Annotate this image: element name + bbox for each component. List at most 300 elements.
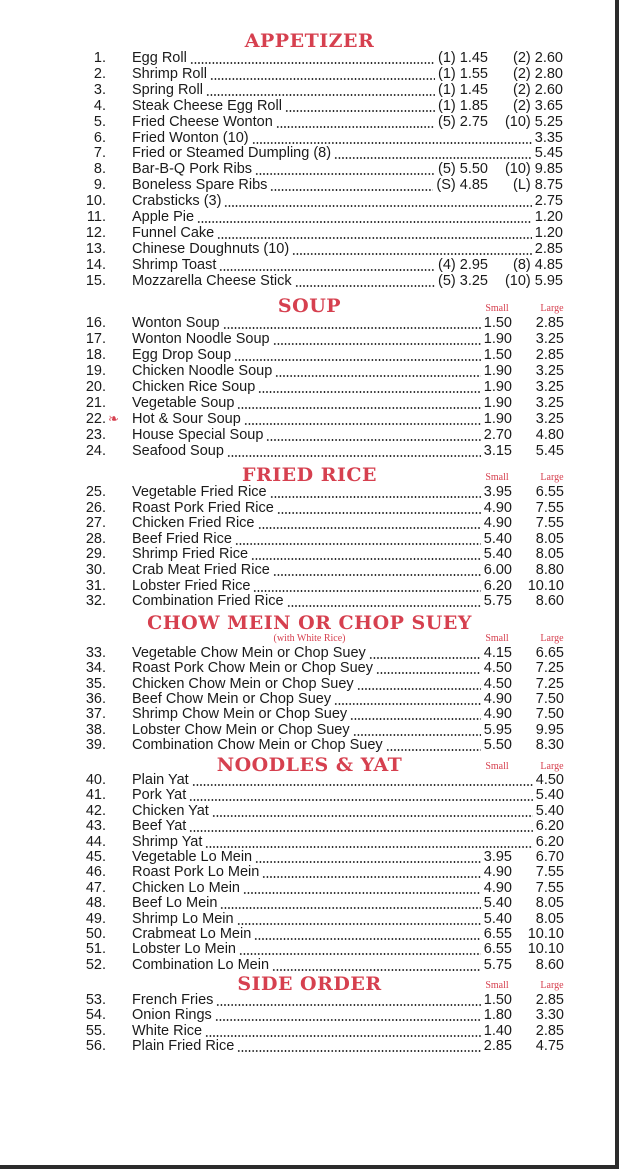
- small-price: 4.90: [483, 515, 512, 532]
- item-name: Shrimp Toast: [132, 256, 217, 273]
- small-price: 1.90: [483, 363, 512, 379]
- large-price: 6.70: [535, 849, 564, 865]
- dot-leader: [270, 189, 433, 191]
- menu-item: [0, 411, 619, 427]
- item-number: 8.: [93, 161, 106, 178]
- item-number: 30.: [85, 562, 106, 578]
- dot-leader: [255, 861, 481, 863]
- item-number: 44.: [85, 833, 106, 850]
- item-name: Chicken Yat: [132, 802, 209, 819]
- item-name: Chicken Noodle Soup: [132, 363, 273, 379]
- item-name: Shrimp Lo Mein: [132, 910, 234, 927]
- large-price: 3.25: [535, 395, 564, 411]
- item-number: 32.: [85, 593, 106, 610]
- item-name: Vegetable Chow Mein or Chop Suey: [132, 645, 366, 661]
- large-price: 10.10: [527, 941, 564, 958]
- large-price: 8.60: [535, 593, 564, 610]
- item-name: Shrimp Fried Rice: [132, 546, 249, 563]
- item-name: Chicken Rice Soup: [132, 379, 256, 395]
- item-name: Crabmeat Lo Mein: [132, 926, 252, 942]
- small-price: 3.95: [483, 484, 512, 500]
- large-price: 4.50: [535, 772, 564, 788]
- item-number: 21.: [85, 395, 106, 411]
- large-price: 7.55: [535, 499, 564, 516]
- item-name: Pork Yat: [132, 787, 187, 804]
- menu-item: [0, 911, 619, 927]
- dot-leader: [210, 78, 435, 80]
- section-title: APPETIZER: [244, 30, 375, 52]
- large-price: 6.20: [535, 833, 564, 850]
- item-name: Wonton Noodle Soup: [132, 331, 270, 347]
- dot-leader: [234, 359, 481, 361]
- menu-item: [0, 98, 619, 114]
- large-price: 7.55: [535, 864, 564, 881]
- small-price: (5) 2.75: [438, 113, 488, 130]
- menu-item: [0, 225, 619, 241]
- menu-item: [0, 257, 619, 273]
- item-number: 52.: [85, 956, 106, 973]
- large-price: 9.95: [535, 721, 564, 738]
- menu-item: [0, 193, 619, 209]
- menu-item: [0, 1038, 619, 1054]
- dot-leader: [215, 1019, 481, 1021]
- menu-item: [0, 145, 619, 161]
- menu-item: [0, 1007, 619, 1023]
- item-number: 37.: [85, 706, 106, 723]
- menu-item: [0, 66, 619, 82]
- menu-item: [0, 676, 619, 692]
- dot-leader: [205, 846, 532, 848]
- menu-item: [0, 50, 619, 66]
- large-price: 3.25: [535, 331, 564, 347]
- item-name: Egg Drop Soup: [132, 347, 232, 363]
- item-number: 49.: [85, 910, 106, 927]
- dot-leader: [287, 605, 481, 607]
- pepper-icon: ❧: [108, 411, 119, 426]
- item-name: Plain Yat: [132, 772, 189, 788]
- small-price: 5.50: [483, 736, 512, 753]
- dot-leader: [190, 62, 435, 64]
- dot-leader: [295, 285, 435, 287]
- item-number: 56.: [85, 1037, 106, 1054]
- item-number: 17.: [85, 331, 106, 347]
- large-price: (10) 5.95: [504, 272, 563, 289]
- small-price: (4) 2.95: [438, 256, 488, 273]
- item-number: 13.: [85, 240, 106, 257]
- dot-leader: [270, 496, 481, 498]
- item-number: 25.: [85, 484, 106, 500]
- item-name: French Fries: [132, 992, 214, 1008]
- item-number: 26.: [85, 499, 106, 516]
- item-name: Plain Fried Rice: [132, 1037, 235, 1054]
- small-price: (5) 3.25: [438, 272, 488, 289]
- menu-item: [0, 114, 619, 130]
- item-name: Crabsticks (3): [132, 193, 222, 210]
- item-name: Beef Chow Mein or Chop Suey: [132, 690, 332, 707]
- dot-leader: [369, 657, 481, 659]
- dot-leader: [258, 391, 480, 393]
- small-price: 5.75: [483, 956, 512, 973]
- small-price: 1.80: [483, 1007, 512, 1024]
- item-name: Combination Chow Mein or Chop Suey: [132, 736, 383, 753]
- dot-leader: [237, 407, 480, 409]
- page-edge-bottom: [0, 1165, 619, 1169]
- small-column-label: Small: [485, 633, 509, 644]
- small-price: 4.50: [483, 675, 512, 692]
- dot-leader: [205, 1035, 481, 1037]
- item-number: 15.: [85, 272, 106, 289]
- item-name: Beef Yat: [132, 818, 187, 835]
- large-price: (2) 2.60: [513, 50, 563, 66]
- large-price: 7.55: [535, 515, 564, 532]
- dot-leader: [350, 718, 481, 720]
- item-name: Lobster Fried Rice: [132, 577, 251, 594]
- dot-leader: [357, 688, 481, 690]
- large-price: 8.60: [535, 956, 564, 973]
- item-name: Fried Cheese Wonton: [132, 113, 273, 130]
- size-column-headers: [0, 302, 619, 316]
- menu-item: [0, 578, 619, 594]
- item-number: 9.: [93, 177, 106, 194]
- large-column-label: Large: [540, 761, 564, 772]
- menu-item: [0, 787, 619, 803]
- item-number: 53.: [85, 992, 106, 1008]
- dot-leader: [353, 734, 481, 736]
- menu-item: [0, 379, 619, 395]
- dot-leader: [254, 938, 480, 940]
- small-price: (S) 4.85: [436, 177, 488, 194]
- item-name: Funnel Cake: [132, 224, 215, 241]
- item-number: 35.: [85, 675, 106, 692]
- dot-leader: [244, 423, 481, 425]
- item-number: 18.: [85, 347, 106, 363]
- menu-item: [0, 443, 619, 459]
- item-number: 7.: [93, 145, 106, 162]
- large-price: 3.25: [535, 411, 564, 427]
- large-price: (2) 2.60: [513, 81, 563, 98]
- item-name: White Rice: [132, 1022, 203, 1039]
- item-name: Fried Wonton (10): [132, 129, 249, 146]
- menu-item: [0, 941, 619, 957]
- dot-leader: [252, 142, 532, 144]
- item-number: 27.: [85, 515, 106, 532]
- item-number: 23.: [85, 427, 106, 443]
- small-price: 3.95: [483, 849, 512, 865]
- large-price: (8) 4.85: [513, 256, 563, 273]
- dot-leader: [206, 94, 435, 96]
- item-name: Chicken Lo Mein: [132, 879, 240, 896]
- item-name: Boneless Spare Ribs: [132, 177, 268, 194]
- menu-item: [0, 803, 619, 819]
- large-price: 5.40: [535, 787, 564, 804]
- small-column-label: Small: [485, 980, 509, 991]
- small-price: 5.40: [483, 895, 512, 912]
- item-name: Crab Meat Fried Rice: [132, 562, 270, 578]
- large-price: 3.25: [535, 379, 564, 395]
- large-price: 2.75: [534, 193, 563, 210]
- small-price: 1.90: [483, 379, 512, 395]
- small-price: 1.90: [483, 395, 512, 411]
- dot-leader: [212, 815, 533, 817]
- menu-item: [0, 531, 619, 547]
- large-price: 3.25: [535, 363, 564, 379]
- large-price: 10.10: [527, 926, 564, 942]
- small-price: 1.50: [483, 347, 512, 363]
- item-number: 20.: [85, 379, 106, 395]
- dot-leader: [189, 799, 532, 801]
- dot-leader: [227, 455, 481, 457]
- dot-leader: [251, 558, 481, 560]
- small-price: 1.50: [483, 992, 512, 1008]
- menu-item: [0, 546, 619, 562]
- item-name: Hot & Sour Soup: [132, 411, 241, 427]
- menu-item: [0, 484, 619, 500]
- menu-item: [0, 772, 619, 788]
- small-price: 5.40: [483, 910, 512, 927]
- size-column-headers: [0, 471, 619, 485]
- item-name: Bar-B-Q Pork Ribs: [132, 161, 253, 178]
- item-number: 1.: [93, 50, 106, 66]
- small-price: 4.90: [483, 499, 512, 516]
- small-price: 4.90: [483, 879, 512, 896]
- large-price: 5.45: [534, 145, 563, 162]
- item-name: Beef Lo Mein: [132, 895, 218, 912]
- dot-leader: [276, 126, 435, 128]
- item-number: 3.: [93, 81, 106, 98]
- large-price: 2.85: [535, 315, 564, 331]
- menu-item: [0, 818, 619, 834]
- small-price: (1) 1.85: [438, 97, 488, 114]
- item-number: 54.: [85, 1007, 106, 1024]
- item-number: 34.: [85, 660, 106, 677]
- menu-item: [0, 562, 619, 578]
- item-name: Egg Roll: [132, 50, 187, 66]
- item-number: 19.: [85, 363, 106, 379]
- dot-leader: [253, 590, 480, 592]
- small-price: 1.40: [483, 1022, 512, 1039]
- item-name: Beef Fried Rice: [132, 530, 232, 547]
- large-price: (2) 3.65: [513, 97, 563, 114]
- small-price: 4.90: [483, 706, 512, 723]
- small-price: 2.85: [483, 1037, 512, 1054]
- dot-leader: [376, 672, 481, 674]
- small-column-label: Small: [485, 761, 509, 772]
- item-number: 10.: [85, 193, 106, 210]
- item-name: Steak Cheese Egg Roll: [132, 97, 282, 114]
- dot-leader: [285, 110, 435, 112]
- small-price: 4.90: [483, 690, 512, 707]
- small-price: 1.90: [483, 411, 512, 427]
- item-number: 45.: [85, 849, 106, 865]
- small-column-label: Small: [485, 303, 509, 314]
- large-price: 7.25: [535, 660, 564, 677]
- large-price: 3.30: [535, 1007, 564, 1024]
- menu-item: [0, 209, 619, 225]
- menu-item: [0, 957, 619, 973]
- menu-item: [0, 241, 619, 257]
- item-name: House Special Soup: [132, 427, 264, 443]
- large-price: 6.20: [535, 818, 564, 835]
- size-column-headers: [0, 979, 619, 993]
- size-column-headers: [0, 632, 619, 646]
- large-price: 1.20: [534, 209, 563, 225]
- menu-item: [0, 177, 619, 193]
- dot-leader: [192, 784, 533, 786]
- menu-item: [0, 926, 619, 942]
- menu-item: [0, 395, 619, 411]
- dot-leader: [334, 157, 532, 159]
- menu-item: [0, 691, 619, 707]
- dot-leader: [237, 923, 481, 925]
- large-column-label: Large: [540, 472, 564, 483]
- item-name: Vegetable Soup: [132, 395, 235, 411]
- large-price: 3.35: [534, 129, 563, 146]
- menu-item: [0, 737, 619, 753]
- item-number: 22.: [85, 411, 106, 427]
- menu-item: [0, 273, 619, 289]
- item-number: 36.: [85, 690, 106, 707]
- item-name: Combination Lo Mein: [132, 956, 270, 973]
- dot-leader: [277, 512, 481, 514]
- dot-leader: [262, 876, 480, 878]
- dot-leader: [237, 1050, 480, 1052]
- dot-leader: [272, 969, 481, 971]
- small-price: (1) 1.45: [438, 50, 488, 66]
- item-name: Seafood Soup: [132, 443, 224, 459]
- menu-item: [0, 363, 619, 379]
- item-number: 39.: [85, 736, 106, 753]
- large-price: 7.55: [535, 879, 564, 896]
- large-price: 2.85: [534, 240, 563, 257]
- item-name: Lobster Chow Mein or Chop Suey: [132, 721, 350, 738]
- small-price: (1) 1.45: [438, 81, 488, 98]
- item-number: 2.: [93, 65, 106, 82]
- small-price: 6.20: [483, 577, 512, 594]
- large-price: 5.45: [535, 443, 564, 459]
- item-number: 5.: [93, 113, 106, 130]
- large-price: 1.20: [534, 224, 563, 241]
- small-price: 1.50: [483, 315, 512, 331]
- section-title: FRIED RICE: [241, 464, 378, 486]
- item-name: Lobster Lo Mein: [132, 941, 236, 958]
- menu-item: [0, 706, 619, 722]
- large-price: 2.85: [535, 1022, 564, 1039]
- item-name: Vegetable Fried Rice: [132, 484, 267, 500]
- dot-leader: [220, 907, 480, 909]
- item-number: 41.: [85, 787, 106, 804]
- item-number: 51.: [85, 941, 106, 958]
- item-name: Onion Rings: [132, 1007, 212, 1024]
- large-price: 8.05: [535, 910, 564, 927]
- large-price: 7.50: [535, 690, 564, 707]
- item-number: 46.: [85, 864, 106, 881]
- menu-item: [0, 82, 619, 98]
- small-price: 4.50: [483, 660, 512, 677]
- large-price: (L) 8.75: [513, 177, 563, 194]
- item-number: 47.: [85, 879, 106, 896]
- small-price: 4.15: [483, 645, 512, 661]
- item-number: 28.: [85, 530, 106, 547]
- large-price: (2) 2.80: [513, 65, 563, 82]
- menu-item: [0, 864, 619, 880]
- item-name: Combination Fried Rice: [132, 593, 284, 610]
- item-name: Roast Pork Lo Mein: [132, 864, 260, 881]
- item-number: 38.: [85, 721, 106, 738]
- menu-item: [0, 992, 619, 1008]
- menu-item: [0, 515, 619, 531]
- menu-item: [0, 834, 619, 850]
- large-price: (10) 9.85: [504, 161, 563, 178]
- small-price: 3.15: [483, 443, 512, 459]
- large-price: 2.85: [535, 992, 564, 1008]
- menu-item: [0, 849, 619, 865]
- small-price: 5.95: [483, 721, 512, 738]
- item-name: Chicken Fried Rice: [132, 515, 255, 532]
- menu-item: [0, 347, 619, 363]
- small-column-label: Small: [485, 472, 509, 483]
- small-price: 2.70: [483, 427, 512, 443]
- large-price: 8.80: [535, 562, 564, 578]
- item-name: Wonton Soup: [132, 315, 220, 331]
- dot-leader: [255, 173, 435, 175]
- dot-leader: [219, 269, 435, 271]
- item-number: 12.: [85, 224, 106, 241]
- large-price: 8.05: [535, 530, 564, 547]
- large-price: 7.25: [535, 675, 564, 692]
- small-price: 5.40: [483, 530, 512, 547]
- large-price: 6.65: [535, 645, 564, 661]
- dot-leader: [243, 892, 481, 894]
- item-number: 40.: [85, 772, 106, 788]
- menu-item: [0, 500, 619, 516]
- small-price: (5) 5.50: [438, 161, 488, 178]
- item-number: 6.: [93, 129, 106, 146]
- item-number: 43.: [85, 818, 106, 835]
- menu-item: [0, 880, 619, 896]
- menu-item: [0, 427, 619, 443]
- item-name: Shrimp Yat: [132, 833, 203, 850]
- menu-item: [0, 722, 619, 738]
- dot-leader: [189, 830, 532, 832]
- menu-item: [0, 161, 619, 177]
- item-number: 55.: [85, 1022, 106, 1039]
- menu-item: [0, 315, 619, 331]
- large-price: 5.40: [535, 802, 564, 819]
- item-number: 31.: [85, 577, 106, 594]
- item-number: 24.: [85, 443, 106, 459]
- menu-item: [0, 660, 619, 676]
- item-name: Spring Roll: [132, 81, 203, 98]
- dot-leader: [235, 543, 481, 545]
- section-title: SIDE ORDER: [237, 973, 382, 995]
- dot-leader: [258, 527, 481, 529]
- section-title: SOUP: [277, 295, 342, 317]
- small-price: 5.40: [483, 546, 512, 563]
- menu-item: [0, 331, 619, 347]
- large-price: 4.80: [535, 427, 564, 443]
- item-number: 16.: [85, 315, 106, 331]
- large-price: 10.10: [527, 577, 564, 594]
- dot-leader: [292, 253, 532, 255]
- dot-leader: [239, 953, 481, 955]
- item-number: 42.: [85, 802, 106, 819]
- dot-leader: [197, 221, 532, 223]
- small-price: 4.90: [483, 864, 512, 881]
- large-price: 6.55: [535, 484, 564, 500]
- menu-item: [0, 645, 619, 661]
- small-price: 6.55: [483, 926, 512, 942]
- dot-leader: [216, 1004, 480, 1006]
